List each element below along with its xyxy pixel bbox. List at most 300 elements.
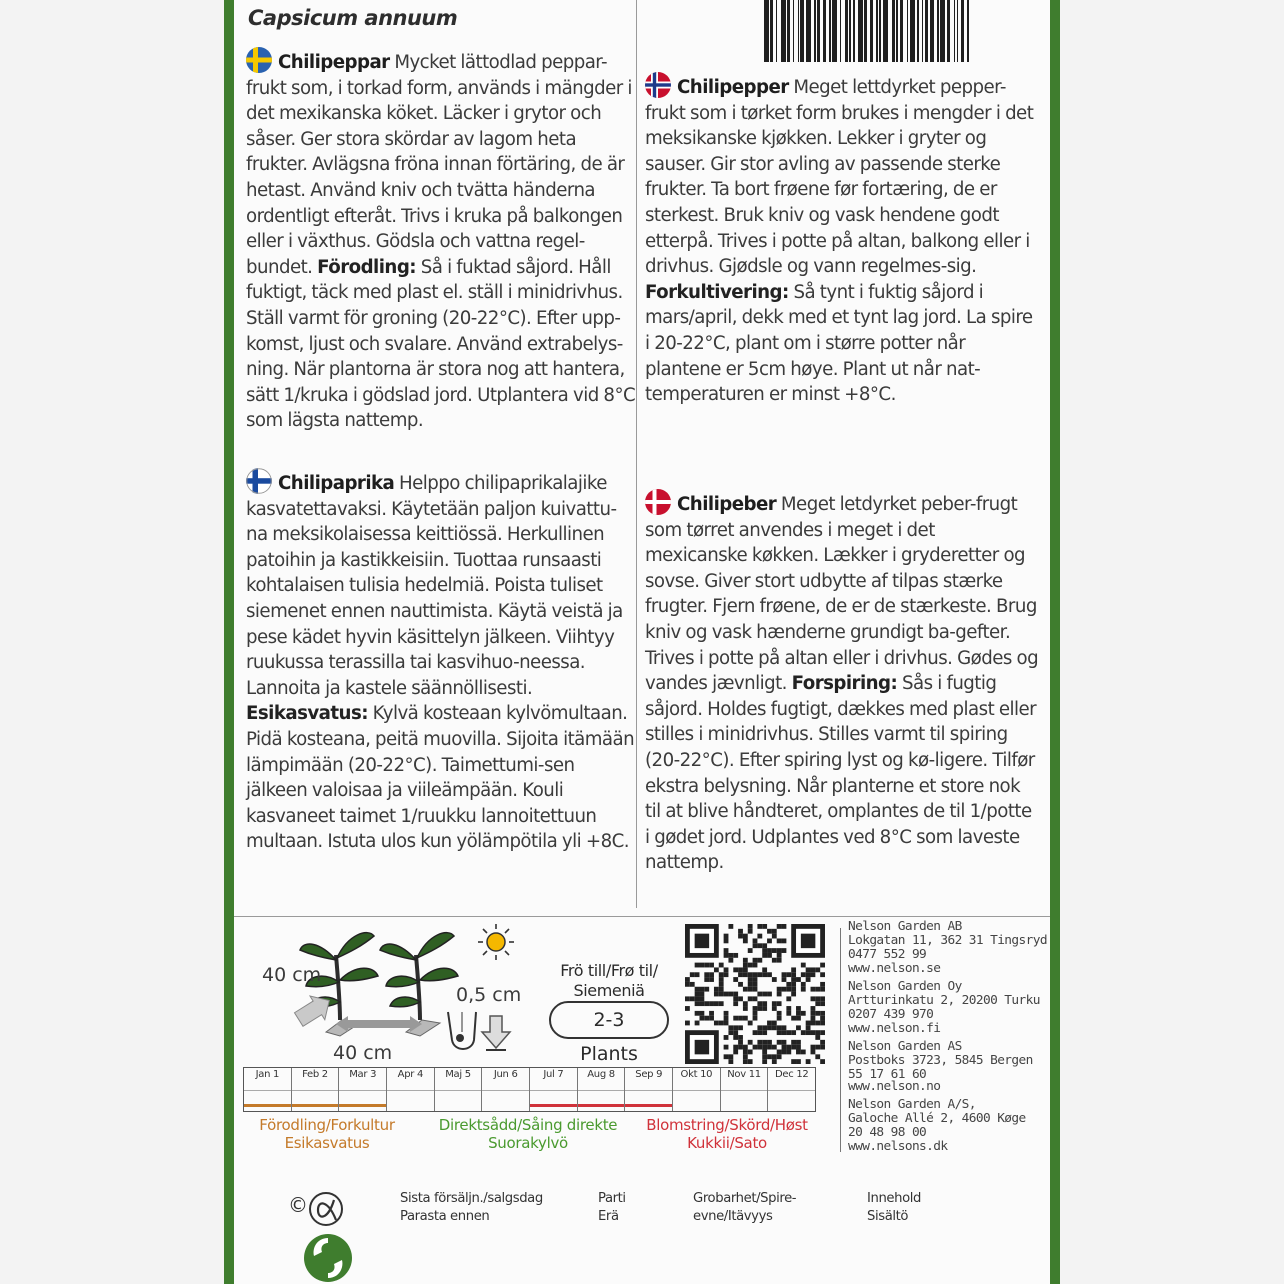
address-line: www.nelsons.dk <box>848 1139 948 1154</box>
calendar-month <box>673 1068 721 1111</box>
qr-module <box>782 924 787 929</box>
qr-module <box>714 992 719 997</box>
address-line: www.nelson.no <box>848 1079 941 1094</box>
barcode-bar <box>879 0 881 62</box>
calendar-month <box>530 1068 578 1111</box>
legend-direct-1: Direktsådd/Såing direkte <box>438 1116 618 1134</box>
barcode-bar <box>961 0 964 62</box>
qr-module <box>762 1001 767 1006</box>
qr-module <box>704 1016 709 1021</box>
qr-module <box>820 963 825 968</box>
norwegian-flag-icon <box>645 72 671 98</box>
qr-module <box>724 953 729 958</box>
seeds-unit: Plants <box>580 1043 638 1065</box>
qr-module <box>753 977 758 982</box>
qr-module <box>748 982 753 987</box>
calendar-row-line <box>482 1090 529 1091</box>
qr-module <box>685 1021 690 1026</box>
calendar-period-bar <box>530 1104 577 1107</box>
barcode-bar <box>858 0 863 62</box>
qr-module <box>743 1016 748 1021</box>
qr-module <box>777 987 782 992</box>
qr-module <box>699 1001 704 1006</box>
qr-module <box>753 987 758 992</box>
barcode-bar <box>940 0 945 62</box>
qr-module <box>806 1021 811 1026</box>
calendar-period-bar <box>768 1104 815 1107</box>
qr-module <box>699 987 704 992</box>
qr-module <box>820 996 825 1001</box>
swedish-description <box>246 47 638 434</box>
seeds-label-line2: Siemeniä <box>573 981 645 1000</box>
qr-module <box>777 1025 782 1030</box>
qr-module <box>709 963 714 968</box>
calendar-month-label: Jan 1 <box>255 1069 280 1080</box>
qr-module <box>786 1030 791 1035</box>
qr-module <box>762 953 767 958</box>
qr-module <box>753 938 758 943</box>
qr-module <box>748 1059 753 1064</box>
calendar-row-line <box>339 1090 386 1091</box>
barcode-bar <box>883 0 888 62</box>
qr-module <box>733 992 738 997</box>
calendar-period-bar <box>578 1104 625 1107</box>
seeds-label <box>540 961 678 1001</box>
calendar-period-bar <box>387 1104 434 1107</box>
barcode-bar <box>896 0 898 62</box>
qr-module <box>719 977 724 982</box>
calendar-month <box>578 1068 626 1111</box>
barcode-bar <box>900 0 903 62</box>
qr-module <box>772 1054 777 1059</box>
barcode-bar <box>870 0 873 62</box>
qr-code <box>685 924 825 1064</box>
danish-text-2: Sås i fugtig såjord. Holdes fugtigt, dækkes med plast eller stilles i minidrivhus. Stilles varmt til spiring (20-22°C). Efter spiring lyst og kø-ligere. Tilfør ekstra belysning. Når planterne et store nok til at blive håndteret, omplantes de til 1/potte i gødet jord. Udplantes ved 8°C som laveste nattemp. <box>645 673 1037 874</box>
qr-module <box>796 977 801 982</box>
qr-module <box>762 1045 767 1050</box>
qr-finder <box>801 934 815 948</box>
qr-module <box>782 948 787 953</box>
qr-module <box>685 982 690 987</box>
qr-module <box>757 972 762 977</box>
calendar-month-label: Apr 4 <box>397 1069 424 1080</box>
norwegian-description <box>645 72 1040 408</box>
qr-module <box>743 1006 748 1011</box>
qr-module <box>748 987 753 992</box>
address-line: Nelson Garden AS <box>848 1039 962 1054</box>
barcode-bar <box>787 0 790 62</box>
legend-direct-sowing <box>422 1116 634 1152</box>
calendar-month <box>721 1068 769 1111</box>
danish-flag-icon <box>645 489 671 515</box>
seed-depth-illustration <box>448 1012 510 1050</box>
qr-module <box>738 1040 743 1045</box>
germination-label-2: evne/Itävyys <box>693 1209 773 1224</box>
qr-module <box>782 1040 787 1045</box>
qr-module <box>767 929 772 934</box>
qr-module <box>733 953 738 958</box>
barcode-bar <box>876 0 878 62</box>
qr-module <box>719 1021 724 1026</box>
qr-module <box>796 1059 801 1064</box>
qr-module <box>767 972 772 977</box>
qr-module <box>777 1011 782 1016</box>
qr-module <box>748 977 753 982</box>
calendar-row-line <box>244 1090 291 1091</box>
qr-module <box>753 1045 758 1050</box>
address-divider <box>840 928 841 1152</box>
qr-module <box>719 987 724 992</box>
qr-module <box>743 958 748 963</box>
qr-module <box>738 996 743 1001</box>
qr-module <box>772 948 777 953</box>
qr-module <box>767 1054 772 1059</box>
qr-module <box>791 992 796 997</box>
qr-module <box>748 1040 753 1045</box>
barcode-bar <box>864 0 867 62</box>
content-label <box>867 1190 921 1226</box>
calendar-row-line <box>387 1090 434 1091</box>
qr-module <box>733 996 738 1001</box>
norwegian-bold-1: Forkultivering: <box>645 281 789 303</box>
qr-module <box>738 982 743 987</box>
alpha-logo-icon <box>306 1190 348 1228</box>
qr-module <box>791 1016 796 1021</box>
qr-module <box>757 1045 762 1050</box>
finnish-bold-1: Esikasvatus: <box>246 703 368 725</box>
qr-module <box>714 1021 719 1026</box>
barcode-bar <box>793 0 795 62</box>
qr-module <box>786 1011 791 1016</box>
sowing-calendar <box>243 1067 816 1112</box>
qr-module <box>733 1025 738 1030</box>
qr-module <box>762 1054 767 1059</box>
qr-module <box>782 1050 787 1055</box>
qr-module <box>728 958 733 963</box>
qr-module <box>695 1001 700 1006</box>
qr-module <box>791 1059 796 1064</box>
qr-module <box>743 987 748 992</box>
address-line: Nelson Garden A/S, <box>848 1097 976 1112</box>
seeds-label-line1: Frö till/Frø til/ <box>560 961 658 980</box>
legend-harvest <box>634 1116 820 1152</box>
calendar-month <box>387 1068 435 1111</box>
qr-module <box>699 1016 704 1021</box>
qr-module <box>815 1035 820 1040</box>
calendar-month <box>244 1068 292 1111</box>
qr-module <box>757 1001 762 1006</box>
qr-module <box>811 972 816 977</box>
qr-module <box>743 1059 748 1064</box>
finnish-flag-icon <box>246 468 272 494</box>
qr-module <box>786 987 791 992</box>
qr-module <box>738 1025 743 1030</box>
qr-module <box>728 1059 733 1064</box>
qr-module <box>772 958 777 963</box>
qr-module <box>767 1025 772 1030</box>
qr-module <box>767 938 772 943</box>
qr-module <box>782 987 787 992</box>
qr-module <box>690 982 695 987</box>
qr-module <box>815 1045 820 1050</box>
barcode-bar <box>853 0 855 62</box>
address-line: www.nelson.se <box>848 961 941 976</box>
address-line: Postboks 3723, 5845 Bergen <box>848 1053 1033 1068</box>
spacing-arrow <box>291 989 422 1032</box>
qr-module <box>801 1030 806 1035</box>
qr-module <box>815 967 820 972</box>
qr-module <box>820 1016 825 1021</box>
finnish-text-1: Helppo chilipaprikalajike kasvatettavaksi. Käytetään paljon kuivattu-na meksikolaisessa keittiössä. Herkullinen patoihin ja kastikkeisiin. Tuottaa runsaasti kohtalaisen tulisia hedelmiä. Poista tuliset siemenet ennen nauttimista. Käytä veistä ja pese kädet hyvin käsittelyn jälkeen. Viihtyy ruukussa terassilla tai kasvihuo-neessa. Lannoita ja kastele säännöllisesti. <box>246 473 623 699</box>
qr-module <box>757 943 762 948</box>
qr-module <box>699 1011 704 1016</box>
qr-module <box>748 948 753 953</box>
qr-module <box>762 1040 767 1045</box>
qr-module <box>786 1050 791 1055</box>
address-line: Artturinkatu 2, 20200 Turku <box>848 993 1040 1008</box>
barcode-bar <box>910 0 915 62</box>
qr-module <box>811 1006 816 1011</box>
green-dot-recycling-icon <box>302 1232 354 1284</box>
qr-module <box>753 1011 758 1016</box>
qr-module <box>709 1016 714 1021</box>
qr-module <box>757 1025 762 1030</box>
qr-module <box>777 992 782 997</box>
qr-module <box>796 1016 801 1021</box>
qr-module <box>695 992 700 997</box>
qr-module <box>796 1011 801 1016</box>
qr-module <box>762 967 767 972</box>
qr-module <box>772 1006 777 1011</box>
qr-module <box>724 938 729 943</box>
barcode-bar <box>967 0 969 62</box>
qr-module <box>820 1021 825 1026</box>
qr-module <box>743 963 748 968</box>
qr-module <box>728 992 733 997</box>
qr-module <box>786 972 791 977</box>
qr-module <box>728 1025 733 1030</box>
qr-module <box>757 924 762 929</box>
qr-module <box>796 1025 801 1030</box>
qr-module <box>811 1021 816 1026</box>
qr-module <box>791 967 796 972</box>
qr-module <box>762 992 767 997</box>
qr-module <box>753 1016 758 1021</box>
species-name: Capsicum annuum <box>248 6 458 30</box>
calendar-month <box>482 1068 530 1111</box>
qr-module <box>786 982 791 987</box>
batch-label <box>598 1190 626 1226</box>
swedish-flag-icon <box>246 47 272 73</box>
calendar-month-label: Feb 2 <box>302 1069 328 1080</box>
qr-module <box>743 1054 748 1059</box>
qr-module <box>767 1040 772 1045</box>
qr-module <box>695 963 700 968</box>
germination-label-1: Grobarhet/Spire- <box>693 1191 797 1206</box>
calendar-month <box>435 1068 483 1111</box>
qr-module <box>714 967 719 972</box>
qr-module <box>815 987 820 992</box>
legend-indoor-2: Esikasvatus <box>284 1134 370 1152</box>
qr-module <box>685 977 690 982</box>
legend-direct-2: Suorakylvö <box>488 1134 568 1152</box>
qr-module <box>709 1011 714 1016</box>
qr-module <box>811 1045 816 1050</box>
plant-height-label: 40 cm <box>262 964 322 986</box>
qr-module <box>777 924 782 929</box>
qr-module <box>719 963 724 968</box>
plant-spacing-label: 40 cm <box>333 1042 393 1064</box>
qr-module <box>772 1025 777 1030</box>
calendar-month-label: Mar 3 <box>349 1069 377 1080</box>
qr-module <box>704 1001 709 1006</box>
barcode-bar <box>922 0 924 62</box>
qr-module <box>820 1011 825 1016</box>
qr-module <box>796 1006 801 1011</box>
legend-harvest-2: Kukkii/Sato <box>687 1134 767 1152</box>
barcode-bar <box>829 0 831 62</box>
qr-module <box>724 1016 729 1021</box>
content-label-1: Innehold <box>867 1191 921 1206</box>
qr-module <box>772 1021 777 1026</box>
qr-module <box>801 1011 806 1016</box>
qr-module <box>806 977 811 982</box>
barcode <box>764 0 1020 62</box>
qr-module <box>757 958 762 963</box>
qr-module <box>791 1040 796 1045</box>
calendar-month-label: Nov 11 <box>727 1069 761 1080</box>
calendar-row-line <box>578 1090 625 1091</box>
qr-module <box>738 934 743 939</box>
qr-module <box>762 948 767 953</box>
qr-module <box>724 1021 729 1026</box>
qr-module <box>733 1050 738 1055</box>
qr-module <box>685 1006 690 1011</box>
barcode-bar <box>770 0 773 62</box>
qr-module <box>738 967 743 972</box>
qr-module <box>719 1001 724 1006</box>
content-label-2: Sisältö <box>867 1209 909 1224</box>
qr-module <box>815 1001 820 1006</box>
qr-module <box>791 977 796 982</box>
qr-module <box>724 1054 729 1059</box>
qr-module <box>728 924 733 929</box>
address-line: 0477 552 99 <box>848 947 927 962</box>
qr-module <box>777 948 782 953</box>
barcode-bar <box>957 0 959 62</box>
qr-module <box>709 977 714 982</box>
qr-module <box>762 972 767 977</box>
barcode-bar <box>930 0 933 62</box>
qr-module <box>690 996 695 1001</box>
qr-module <box>738 929 743 934</box>
calendar-row-line <box>768 1090 815 1091</box>
qr-module <box>733 977 738 982</box>
qr-module <box>777 1054 782 1059</box>
copyright-symbol: © <box>288 1193 308 1217</box>
qr-module <box>806 1059 811 1064</box>
seeds-count-box: 2-3 <box>549 1001 669 1039</box>
qr-module <box>733 1035 738 1040</box>
barcode-bar <box>832 0 837 62</box>
calendar-period-bar <box>625 1104 672 1107</box>
calendar-period-bar <box>339 1104 386 1107</box>
qr-module <box>806 1030 811 1035</box>
danish-text-1: Meget letdyrket peber-frugt som tørret anvendes i meget i det mexicanske køkken. Lækker i gryderetter og sovse. Giver stort udbytte af tilpas stærke frugter. Fjern frøene, de er de stærkeste. Brug kniv og vask hænderne grundigt ba-gefter. Trives i potte på altan eller i drivhus. Gødes og vandes jævnligt. <box>645 494 1039 695</box>
qr-module <box>782 1030 787 1035</box>
qr-module <box>777 1001 782 1006</box>
qr-module <box>748 996 753 1001</box>
qr-module <box>791 1045 796 1050</box>
qr-module <box>820 1040 825 1045</box>
danish-title: Chilipeber <box>677 494 777 515</box>
calendar-month <box>339 1068 387 1111</box>
barcode-bar <box>907 0 909 62</box>
qr-module <box>820 972 825 977</box>
qr-module <box>719 982 724 987</box>
norwegian-text-1: Meget lettdyrket pepper-frukt som i tørket form brukes i mengder i det meksikanske kjøkken. Lekker i gryter og sauser. Gir stor avling av passende sterke frukter. Ta bort frøene før fortæring, de er sterkest. Bruk kniv og vask hendene godt etterpå. Trives i potte på altan, balkong eller i drivhus. Gjødsle og vann regelmes-sig. <box>645 77 1034 278</box>
qr-module <box>709 972 714 977</box>
qr-finder <box>695 1040 709 1054</box>
batch-label-1: Parti <box>598 1191 626 1206</box>
qr-module <box>748 1050 753 1055</box>
qr-module <box>738 1045 743 1050</box>
qr-module <box>757 934 762 939</box>
qr-module <box>777 1030 782 1035</box>
qr-module <box>791 972 796 977</box>
qr-module <box>801 963 806 968</box>
qr-module <box>806 1025 811 1030</box>
barcode-bar <box>800 0 803 62</box>
calendar-month-label: Sep 9 <box>635 1069 663 1080</box>
calendar-period-bar <box>244 1104 291 1107</box>
qr-module <box>695 1021 700 1026</box>
calendar-row-line <box>530 1090 577 1091</box>
calendar-month-label: Okt 10 <box>680 1069 713 1080</box>
qr-module <box>695 987 700 992</box>
barcode-bar <box>840 0 842 62</box>
barcode-bar <box>849 0 851 62</box>
qr-module <box>777 958 782 963</box>
qr-module <box>714 1001 719 1006</box>
qr-module <box>806 972 811 977</box>
qr-module <box>719 972 724 977</box>
qr-module <box>777 1040 782 1045</box>
qr-module <box>733 967 738 972</box>
qr-module <box>724 992 729 997</box>
qr-module <box>738 1016 743 1021</box>
qr-module <box>782 938 787 943</box>
qr-module <box>762 1050 767 1055</box>
qr-module <box>743 1045 748 1050</box>
qr-module <box>801 987 806 992</box>
qr-module <box>743 938 748 943</box>
address-line: Nelson Garden AB <box>848 919 962 934</box>
norwegian-text-2: Så tynt i fuktig såjord i mars/april, dekk med et tynt lag jord. La spire i 20-22°C, plant om i større potter når plantene er 5cm høye. Plant ut når nat-temperaturen er minst +8°C. <box>645 281 1033 406</box>
calendar-month-label: Jun 6 <box>493 1069 518 1080</box>
qr-module <box>791 987 796 992</box>
qr-module <box>695 972 700 977</box>
qr-module <box>777 1050 782 1055</box>
barcode-bar <box>764 0 769 62</box>
qr-module <box>724 1045 729 1050</box>
address-line: 0207 439 970 <box>848 1007 934 1022</box>
qr-module <box>762 1059 767 1064</box>
qr-module <box>772 1045 777 1050</box>
qr-module <box>796 1050 801 1055</box>
qr-module <box>791 1030 796 1035</box>
swedish-title: Chilipeppar <box>278 52 390 73</box>
